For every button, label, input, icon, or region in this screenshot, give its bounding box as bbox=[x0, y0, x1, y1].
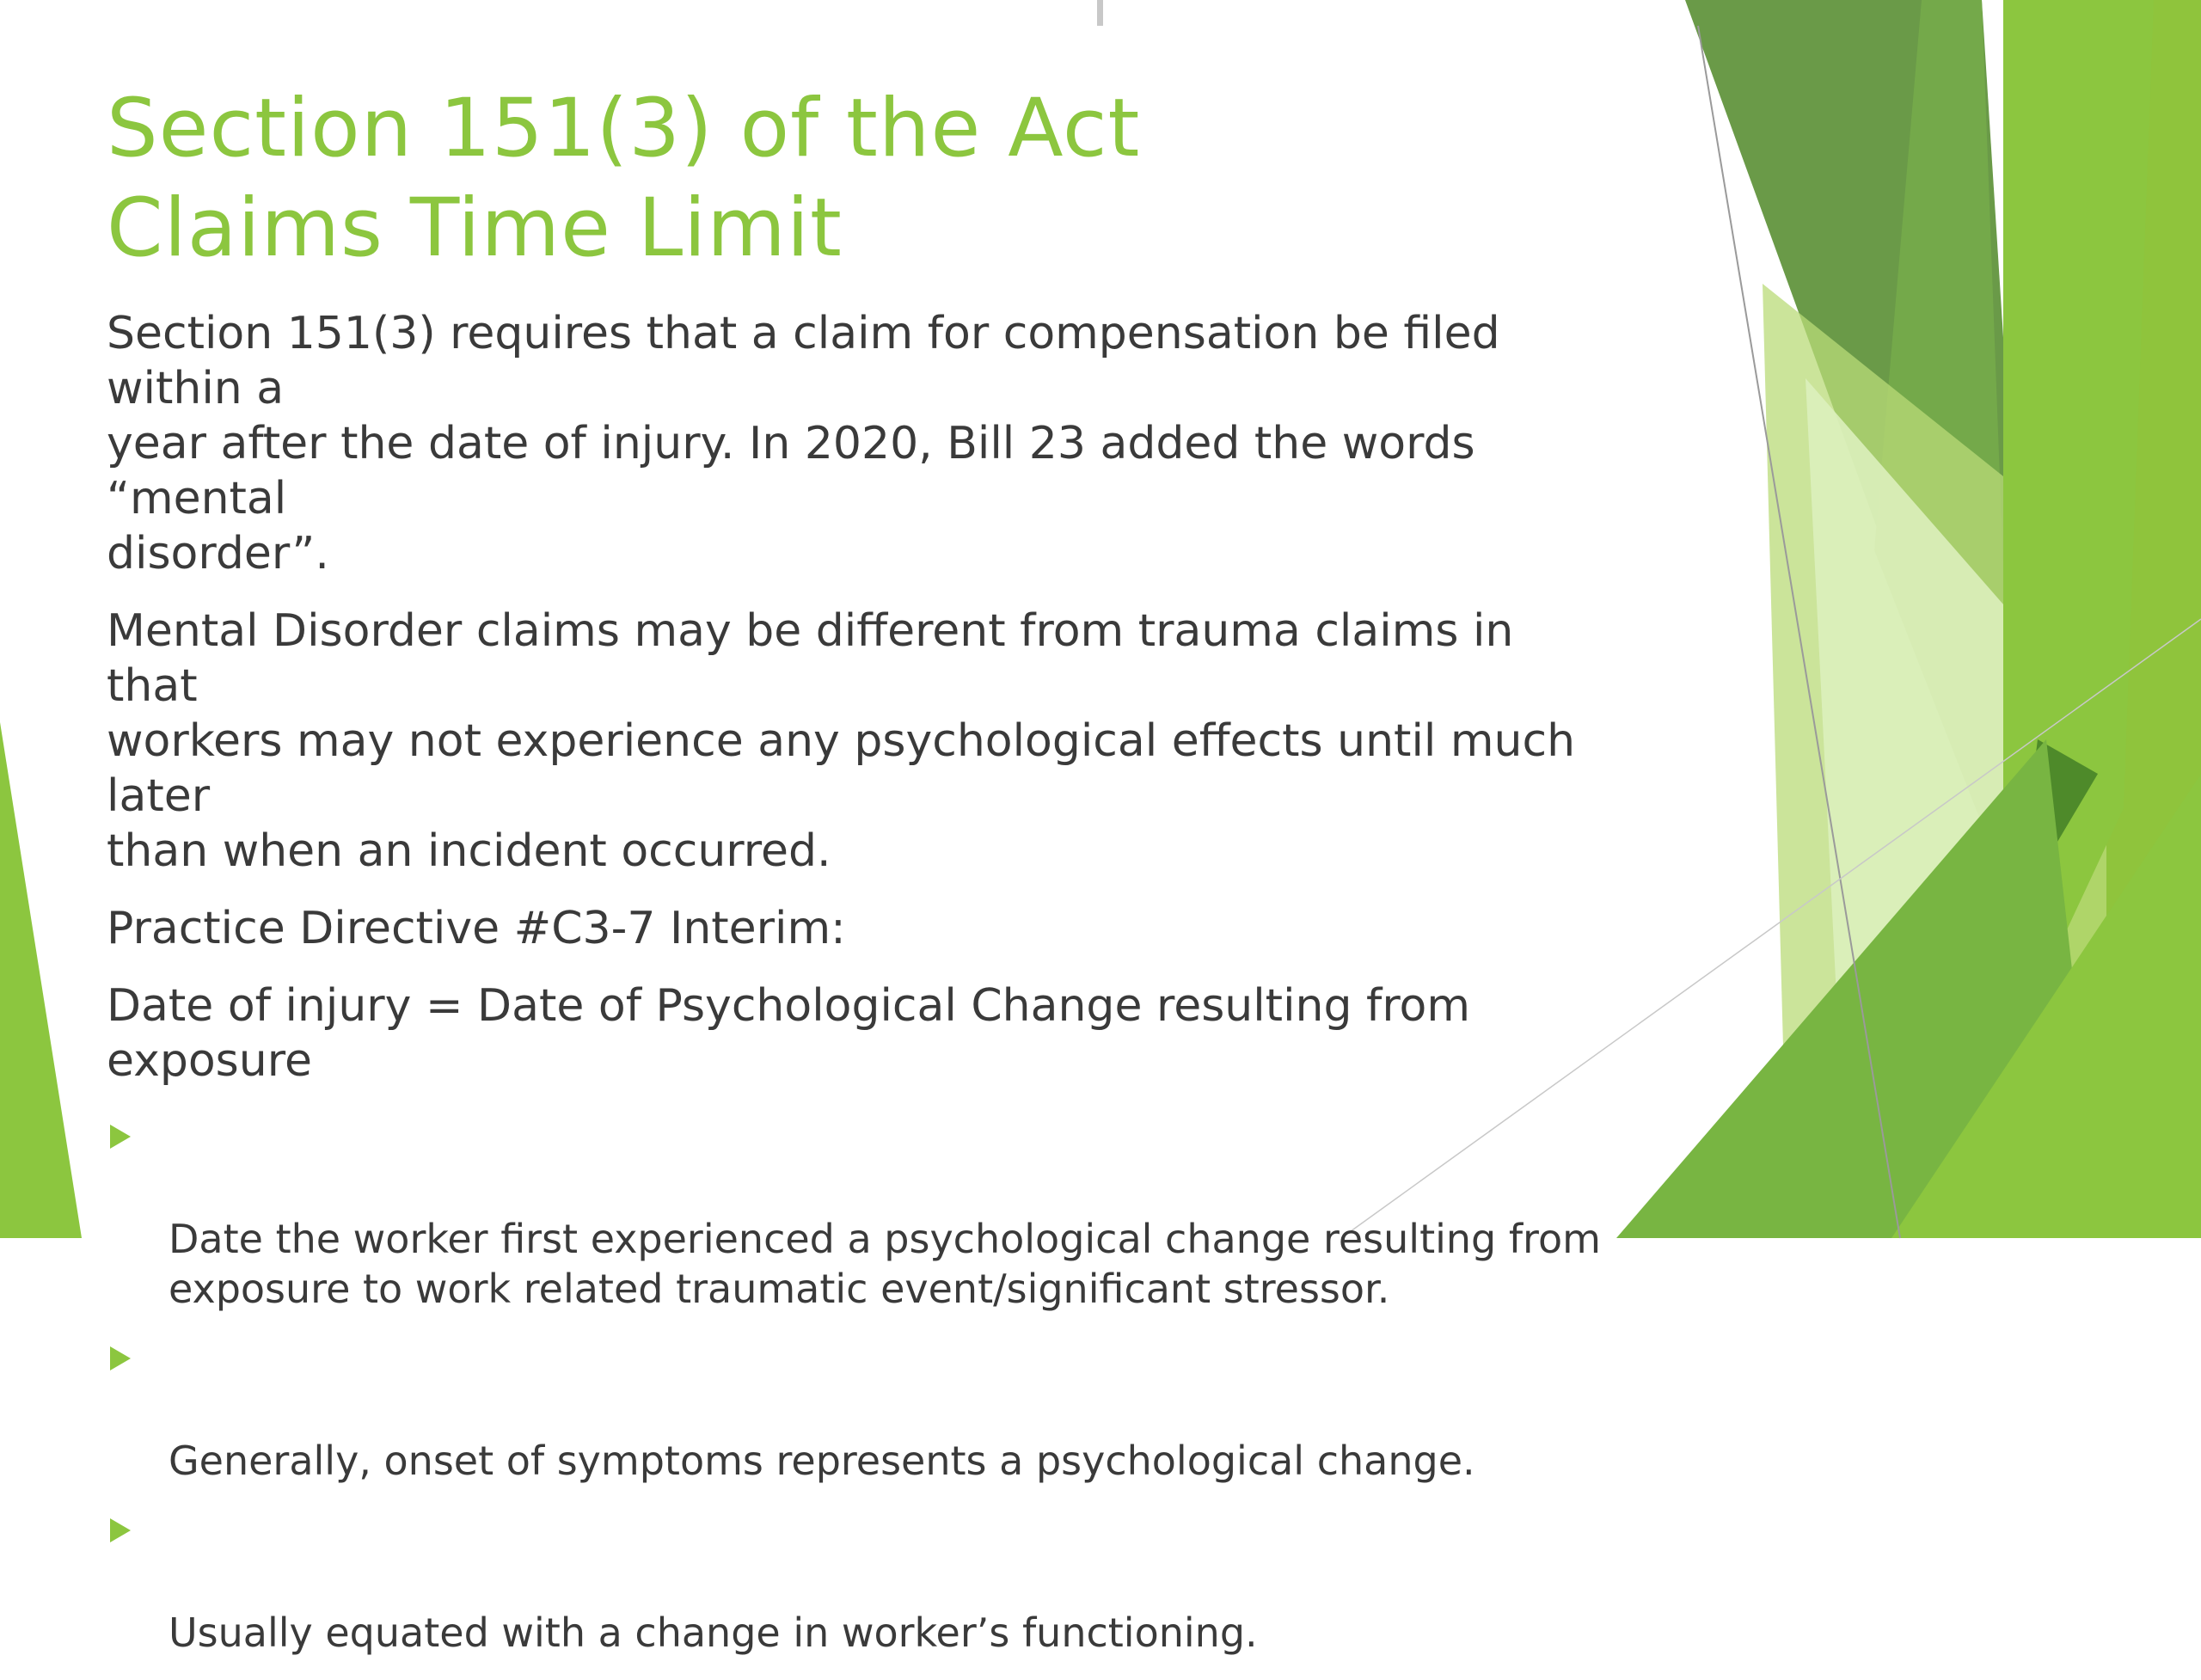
paragraph-claim-requirement: Section 151(3) requires that a claim for compensation be filed within a year after the date of injury. In 2020, Bill 23 added the words “mental disorder”. bbox=[107, 308, 1500, 579]
paragraph-practice-directive: Practice Directive #C3-7 Interim: bbox=[107, 903, 846, 954]
bullet-text: Date the worker first experienced a psychological change resulting from exposure to work related traumatic event/significant stressor. bbox=[169, 1216, 1601, 1312]
bullet-item bbox=[107, 1114, 1603, 1314]
bullet-list bbox=[107, 1114, 1603, 1658]
slide-body bbox=[107, 306, 1603, 1680]
bullet-text: Usually equated with a change in worker’s functioning. bbox=[169, 1609, 1258, 1656]
paragraph-mental-disorder: Mental Disorder claims may be different from trauma claims in that workers may not experience any psychological effects until much later than when an incident occurred. bbox=[107, 605, 1576, 877]
bullet-item bbox=[107, 1336, 1603, 1486]
slide-title bbox=[107, 79, 1568, 279]
triangle-right-icon bbox=[110, 1125, 131, 1149]
triangle-right-icon bbox=[110, 1518, 131, 1542]
left-green-sliver bbox=[0, 722, 82, 1238]
bullet-text: Generally, onset of symptoms represents a psychological change. bbox=[169, 1438, 1475, 1484]
title-line-2: Claims Time Limit bbox=[107, 181, 843, 275]
paragraph-date-of-injury: Date of injury = Date of Psychological Change resulting from exposure bbox=[107, 980, 1471, 1087]
title-line-1: Section 151(3) of the Act bbox=[107, 82, 1141, 175]
bullet-item bbox=[107, 1508, 1603, 1658]
triangle-right-icon bbox=[110, 1346, 131, 1370]
top-divider-tick bbox=[1097, 0, 1103, 26]
